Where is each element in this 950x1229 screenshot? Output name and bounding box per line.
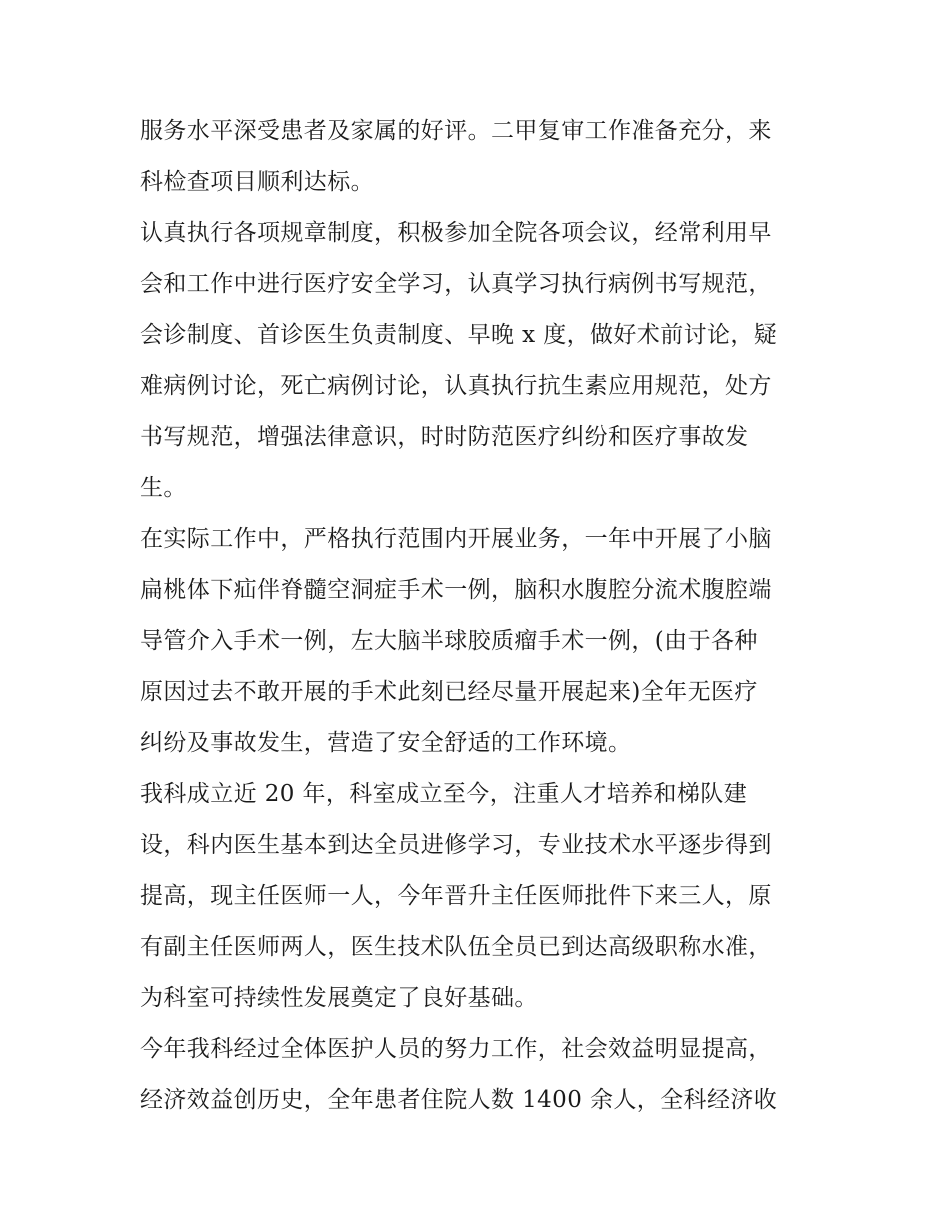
text-line: 扁桃体下疝伴脊髓空洞症手术一例，脑积水腹腔分流术腹腔端 — [140, 577, 772, 603]
text-line: 生。 — [140, 475, 187, 501]
text-line: 设，科内医生基本到达全员进修学习，专业技术水平逐步得到 — [140, 832, 772, 858]
text-line: 为科室可持续性发展奠定了良好基础。 — [140, 985, 538, 1011]
text-line: 有副主任医师两人，医生技术队伍全员已到达高级职称水准， — [140, 934, 772, 960]
text-line: 难病例讨论，死亡病例讨论，认真执行抗生素应用规范，处方 — [140, 373, 772, 399]
text-line: 导管介入手术一例，左大脑半球胶质瘤手术一例，(由于各种 — [140, 628, 758, 654]
text-line: 服务水平深受患者及家属的好评。二甲复审工作准备充分，来 — [140, 118, 772, 144]
text-line: 在实际工作中，严格执行范围内开展业务，一年中开展了小脑 — [140, 526, 772, 552]
text-line: 书写规范，增强法律意识，时时防范医疗纠纷和医疗事故发 — [140, 424, 749, 450]
document-body — [140, 106, 820, 1126]
text-line: 我科成立近 20 年，科室成立至今，注重人才培养和梯队建 — [140, 781, 748, 807]
text-line: 经济效益创历史，全年患者住院人数 1400 余人，全科经济收 — [140, 1087, 778, 1113]
text-line: 原因过去不敢开展的手术此刻已经尽量开展起来)全年无医疗 — [140, 679, 758, 705]
text-line: 提高，现主任医师一人，今年晋升主任医师批件下来三人，原 — [140, 883, 772, 909]
text-line: 认真执行各项规章制度，积极参加全院各项会议，经常利用早 — [140, 220, 772, 246]
text-line: 会诊制度、首诊医生负责制度、早晚 x 度，做好术前讨论，疑 — [140, 322, 778, 348]
text-line: 纠纷及事故发生，营造了安全舒适的工作环境。 — [140, 730, 632, 756]
text-line: 会和工作中进行医疗安全学习，认真学习执行病例书写规范， — [140, 271, 772, 297]
text-line: 科检查项目顺利达标。 — [140, 169, 374, 195]
text-line: 今年我科经过全体医护人员的努力工作，社会效益明显提高， — [140, 1036, 772, 1062]
